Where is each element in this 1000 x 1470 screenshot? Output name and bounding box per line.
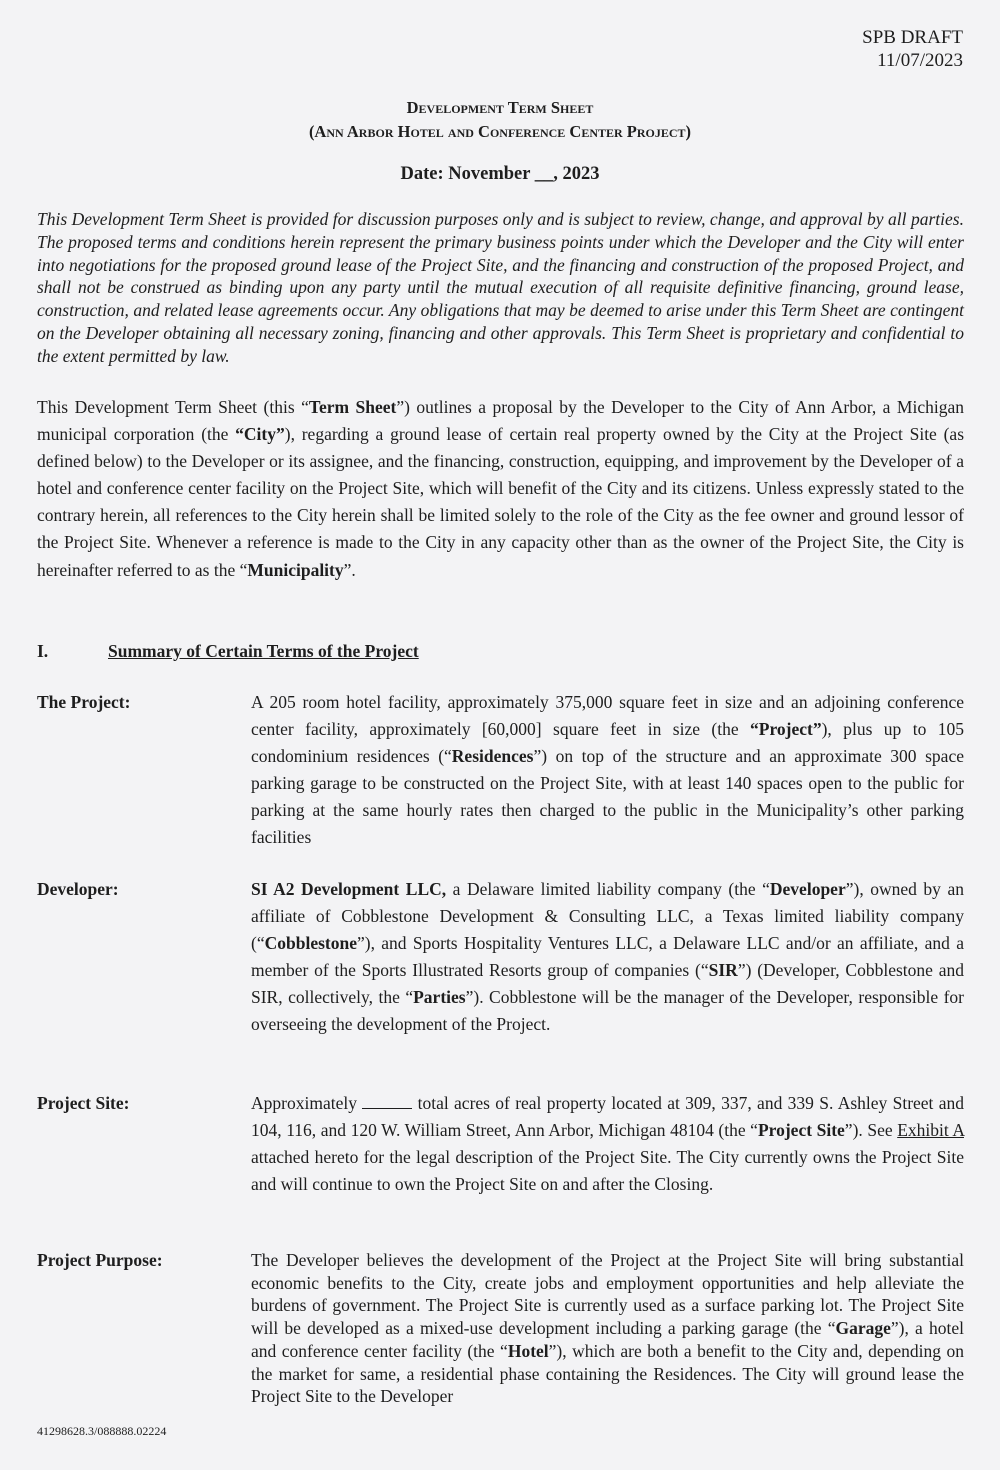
exhibit-a-reference: Exhibit A — [897, 1120, 964, 1141]
draft-date: 11/07/2023 — [877, 50, 963, 71]
term-text: Approximately — [251, 1093, 363, 1113]
defined-term-project: “Project” — [750, 719, 822, 740]
defined-term-residences: Residences — [451, 746, 534, 767]
term-text: ”) (Developer, Cobblestone and SIR, collectively, the “ — [251, 960, 964, 1008]
defined-term-city: “City” — [235, 424, 285, 445]
defined-term-municipality: Municipality — [247, 559, 344, 580]
term-text: ”). Cobblestone will be the manager of the Developer, responsible for overseeing the development of the Project. — [251, 987, 964, 1035]
draft-stamp — [862, 26, 963, 72]
document-number-footer: 41298628.3/088888.02224 — [37, 1424, 167, 1438]
section-heading — [37, 638, 637, 665]
term-text: A 205 room hotel facility, approximately 375,000 square feet in size and an adjoining conference center facility, approximately [60,000] square feet in size (the — [251, 692, 964, 740]
term-text: ”) on top of the structure and an approximate 300 space parking garage to be constructed on the Project Site, with at least 140 spaces open to the public for parking at the same hourly rates then charged to the public in the Municipality’s other parking facilities — [251, 746, 964, 848]
defined-term-developer: Developer — [769, 879, 846, 899]
term-body-purpose — [251, 1249, 964, 1408]
term-text: total acres of real property located at 309, 337, and 339 S. Ashley Street and 104, 116, and 120 W. William Street, Ann Arbor, Michigan 48104 (the “ — [251, 1093, 965, 1141]
draft-label: SPB DRAFT — [862, 27, 963, 48]
document-title — [0, 96, 1000, 144]
intro-text: This Development Term Sheet (this “ — [37, 397, 309, 417]
term-body-project — [251, 689, 964, 852]
term-label-purpose: Project Purpose: — [37, 1250, 163, 1270]
intro-text: ), regarding a ground lease of certain real property owned by the City at the Project Site (as defined below) to the Developer or its assignee, and the financing, construction, equipping, and improvement by the Developer of a hotel and conference center facility on the Project Site, which will benefit of the City and its citizens. Unless expressly stated to the contrary herein, all references to the City herein shall be limited solely to the role of the City as the fee owner and ground lessor of the Project Site. Whenever a reference is made to the City in any capacity other than as the owner of the Project Site, the City is hereinafter referred to as the “ — [37, 424, 964, 580]
title-line-2: (Ann Arbor Hotel and Conference Center Project) — [308, 122, 692, 141]
term-text: attached hereto for the legal description of the Project Site. The City currently owns the Project Site and will continue to own the Project Site on and after the Closing. — [251, 1147, 964, 1195]
acreage-blank — [362, 1094, 412, 1109]
defined-term-sir: SIR — [708, 960, 738, 981]
term-label-site: Project Site: — [37, 1093, 130, 1113]
term-text: The Developer believes the development of the Project at the Project Site will bring substantial economic benefits to the City, create jobs and employment opportunities and help alleviate the burdens of government. The Project Site is currently used as a surface parking lot. The Project Site will be developed as a mixed-use development including a parking garage (the “ — [251, 1250, 964, 1339]
title-line-1: Development Term Sheet — [406, 98, 594, 117]
disclaimer-paragraph: This Development Term Sheet is provided for discussion purposes only and is subject to review, change, and approval by all parties. The proposed terms and conditions herein represent the primary business points under which the Developer and the City will enter into negotiations for the proposed ground lease of the Project Site, and the financing and construction of the proposed Project, and shall not be construed as binding upon any party until the mutual execution of all requisite definitive financing, ground lease, construction, and related lease agreements occur. Any obligations that may be deemed to arise under this Term Sheet are contingent on the Developer obtaining all necessary zoning, financing and other approvals. This Term Sheet is proprietary and confidential to the extent permitted by law. — [37, 209, 964, 366]
intro-text: ”) outlines a proposal by the Developer to the City of Ann Arbor, a Michigan municipal corporation (the — [37, 397, 964, 445]
term-label-developer: Developer: — [37, 879, 119, 899]
defined-term-hotel: Hotel — [507, 1340, 549, 1361]
term-text: ), plus up to 105 condominium residences (“ — [251, 719, 964, 767]
defined-term-garage: Garage — [835, 1318, 891, 1339]
term-text: ”), owned by an affiliate of Cobblestone Development & Consulting LLC, a Texas limited liability company (“ — [251, 879, 964, 954]
term-text: ”), and Sports Hospitality Ventures LLC, a Delaware LLC and/or an affiliate, and a member of the Sports Illustrated Resorts group of companies (“ — [251, 933, 964, 981]
defined-term-parties: Parties — [413, 987, 466, 1008]
term-text: ”), which are both a benefit to the City and, depending on the market for same, a residential phase containing the Residences. The City will ground lease the Project Site to the Developer — [251, 1340, 964, 1407]
date-line: Date: November __, 2023 — [400, 164, 600, 184]
defined-term-cobblestone: Cobblestone — [264, 933, 357, 954]
intro-text: ”. — [343, 559, 356, 580]
term-body-site — [251, 1090, 964, 1198]
developer-entity-name: SI A2 Development LLC, — [251, 879, 447, 899]
term-text: a Delaware limited liability company (the “ — [446, 879, 770, 899]
section-title: Summary of Certain Terms of the Project — [108, 641, 419, 661]
term-label-project: The Project: — [37, 692, 131, 712]
defined-term-project-site: Project Site — [757, 1120, 845, 1141]
section-number: I. — [37, 641, 49, 661]
term-text: ”). See — [844, 1120, 898, 1141]
term-body-developer — [251, 876, 964, 1039]
term-text: ”), a hotel and conference center facility (the “ — [251, 1318, 964, 1361]
defined-term-term-sheet: Term Sheet — [308, 397, 397, 417]
intro-paragraph — [37, 394, 964, 584]
